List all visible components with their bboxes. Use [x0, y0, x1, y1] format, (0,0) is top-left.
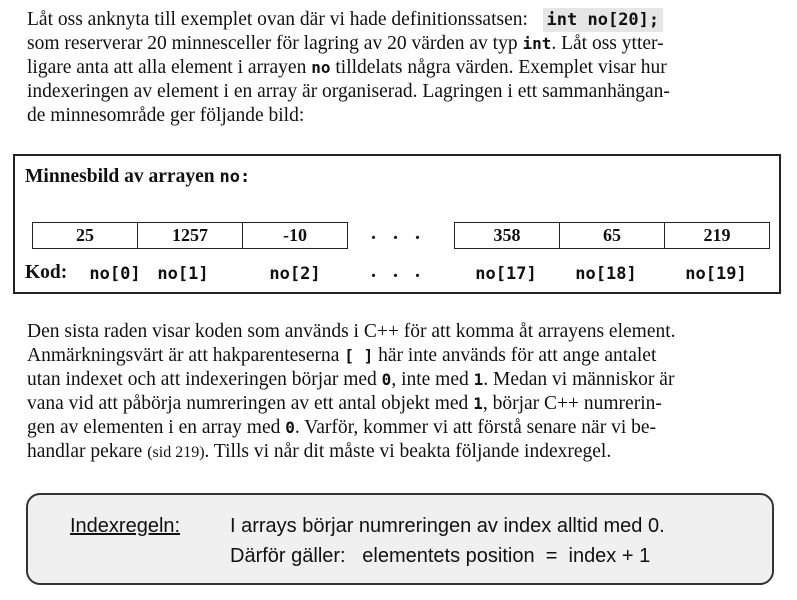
- memory-cell: 65: [559, 222, 665, 249]
- memory-cell: 25: [32, 222, 138, 249]
- intro-line-3: ligare anta att alla element i arrayen no tilldelats några värden. Exemplet visar hur: [27, 57, 667, 78]
- brackets-code: [ ]: [344, 346, 374, 365]
- ellipsis: . . .: [371, 222, 426, 244]
- memory-diagram: [13, 154, 781, 294]
- body-paragraph: [27, 320, 777, 465]
- type-code: int: [522, 34, 552, 53]
- body-line-2: Anmärkningsvärt är att hakparenteserna [ ] här inte används för att ange antalet: [27, 345, 657, 366]
- memory-title: Minnesbild av arrayen no:: [25, 166, 251, 187]
- memory-cell: 1257: [137, 222, 243, 249]
- index-label: no[1]: [157, 264, 209, 284]
- index-label: no[2]: [269, 264, 321, 284]
- intro-line-1: Låt oss anknyta till exemplet ovan där vi hade definitionssatsen: int no[20];: [27, 8, 777, 32]
- definition-code: int no[20];: [543, 8, 664, 32]
- body-line-5: gen av elementen i en array med 0. Varför, kommer vi att förstå senare när vi be-: [27, 417, 657, 438]
- rule-text-line-1: I arrays börjar numreringen av index alltid med 0.: [230, 515, 665, 537]
- body-line-3: utan indexet och att indexeringen börjar med 0, inte med 1. Medan vi människor är: [27, 369, 675, 390]
- memory-cell: 358: [454, 222, 560, 249]
- intro-line-2: som reserverar 20 minnesceller för lagring av 20 värden av typ int. Låt oss ytter-: [27, 33, 664, 54]
- index-label: no[19]: [685, 264, 747, 284]
- rule-label: Indexregeln:: [70, 515, 181, 537]
- array-name-code: no: [311, 58, 331, 77]
- code-label: Kod:: [25, 262, 68, 283]
- memory-cell: -10: [242, 222, 348, 249]
- rule-text-line-2: Därför gäller: elementets position = index + 1: [230, 545, 651, 567]
- body-line-6: handlar pekare (sid 219). Tills vi når dit måste vi beakta följande indexregel.: [27, 441, 612, 462]
- intro-line-4: indexeringen av element i en array är organiserad. Lagringen i ett sammanhängan-: [27, 81, 670, 102]
- page-reference: (sid 219): [147, 444, 205, 461]
- index-rule-box: [26, 493, 774, 585]
- ellipsis: . . .: [371, 260, 426, 282]
- body-line-4: vana vid att påbörja numreringen av ett antal objekt med 1, börjar C++ numrerin-: [27, 393, 662, 414]
- index-label: no[17]: [475, 264, 537, 284]
- intro-line-5: de minnesområde ger följande bild:: [27, 105, 305, 126]
- index-label: no[18]: [575, 264, 637, 284]
- intro-paragraph: [27, 8, 777, 128]
- index-label: no[0]: [89, 264, 141, 284]
- memory-cell: 219: [664, 222, 770, 249]
- body-line-1: Den sista raden visar koden som används i C++ för att komma åt arrayens element.: [27, 321, 676, 342]
